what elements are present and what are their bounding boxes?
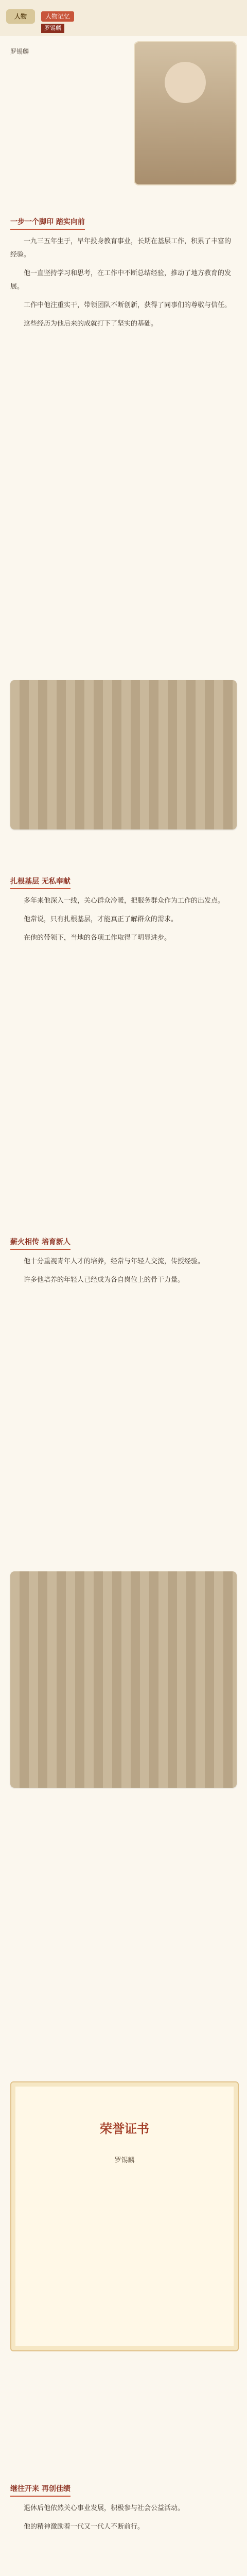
section-1-title: 一步一个脚印 踏实向前 <box>10 216 85 230</box>
section-3 <box>10 1236 237 1292</box>
certificate-1-title: 荣誉证书 <box>100 2122 149 2136</box>
section-badge: 人物 <box>6 9 35 24</box>
section-1-paragraph: 工作中他注重实干，带领团队不断创新，获得了同事们的尊敬与信任。 <box>24 301 232 309</box>
top-bar <box>0 0 247 36</box>
section-2-title: 扎根基层 无私奉献 <box>10 876 70 889</box>
section-3-paragraph: 许多他培养的年轻人已经成为各自岗位上的骨干力量。 <box>24 1276 185 1284</box>
section-3-title: 薪火相传 培育新人 <box>10 1236 70 1250</box>
section-tag: 人物记忆 <box>41 11 74 22</box>
section-2-paragraph: 他常说，只有扎根基层，才能真正了解群众的需求。 <box>24 916 178 923</box>
section-1-paragraph: 他一直坚持学习和思考，在工作中不断总结经验，推动了地方教育的发展。 <box>10 269 232 291</box>
section-2-paragraph: 多年来他深入一线，关心群众冷暖，把服务群众作为工作的出发点。 <box>24 897 225 905</box>
certificate-1-subtitle: 罗锡麟 <box>114 2157 135 2164</box>
portrait-photo <box>134 41 237 185</box>
intro-text: 罗锡麟 <box>10 48 29 55</box>
person-tag: 罗锡麟 <box>41 24 64 33</box>
section-1-paragraph: 一九三五年生于，早年投身教育事业，长期在基层工作，积累了丰富的经验。 <box>10 238 232 259</box>
group-photo <box>10 680 237 829</box>
section-4-paragraph: 退休后他依然关心事业发展，积极参与社会公益活动。 <box>24 2504 185 2512</box>
section-2-paragraph: 在他的带领下，当地的各项工作取得了明显进步。 <box>24 934 171 942</box>
section-2 <box>10 876 237 950</box>
event-photo <box>10 1571 237 1788</box>
section-4-title: 继往开来 再创佳绩 <box>10 2483 70 2497</box>
section-4-paragraph: 他的精神激励着一代又一代人不断前行。 <box>24 2523 145 2531</box>
section-1-paragraph: 这些经历为他后来的成就打下了坚实的基础。 <box>24 320 158 328</box>
section-1 <box>10 216 237 336</box>
section-3-paragraph: 他十分重视青年人才的培养，经常与年轻人交流，传授经验。 <box>24 1258 205 1265</box>
section-4 <box>10 2483 237 2539</box>
honor-certificate-1 <box>10 2081 239 2351</box>
